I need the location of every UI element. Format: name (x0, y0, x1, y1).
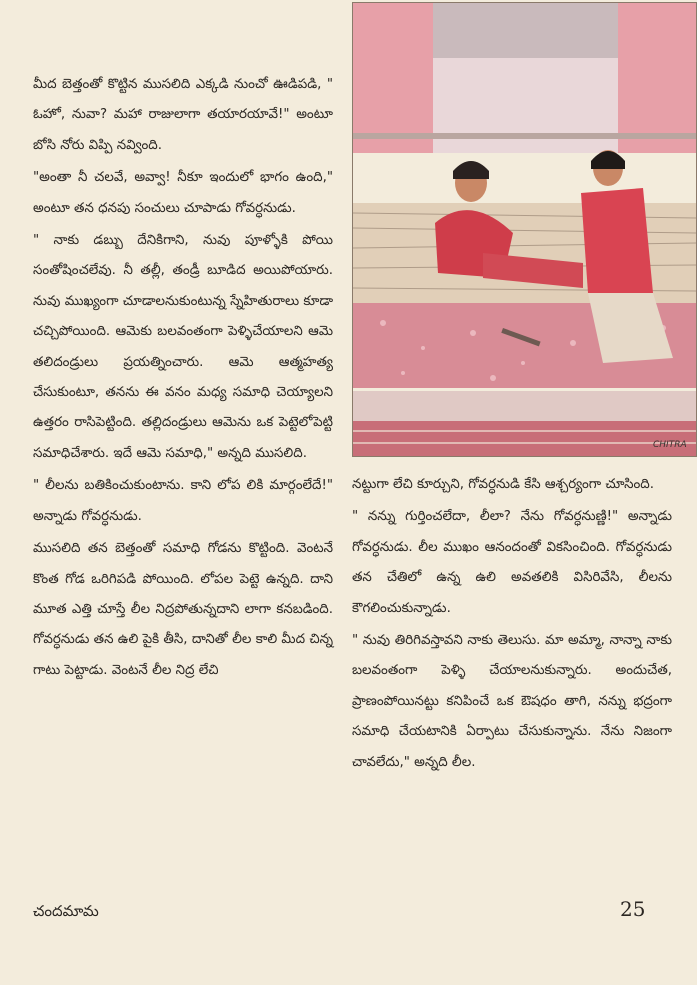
paragraph: " లీలను బతికించుకుంటాను. కాని లోప లికి మార్గంలేదే!" అన్నాడు గోవర్ధనుడు. (33, 478, 333, 524)
paragraph: " నాకు డబ్బు దేనికిగాని, నువు పూళ్ళోకి పోయి సంతోషించలేవు. నీ తల్లీ, తండ్రీ బూడిద అయిపోయారు. నువు ముఖ్యంగా చూడాలనుకుంటున్న స్నేహితురాలు కూడా చచ్చిపోయింది. ఆమెకు బలవంతంగా పెళ్ళిచేయాలని ఆమె తలిదండ్రులు ప్రయత్నించారు. ఆమె ఆత్మహత్య చేసుకుంటూ, తనను ఈ వనం మధ్య సమాధి చెయ్యాలని ఉత్తరం రాసిపెట్టింది. తల్లిదండ్రులు ఆమెను ఒక పెట్టెలోపెట్టి సమాధిచేశారు. ఇదే ఆమె సమాధి," అన్నది ముసలిది. (33, 233, 333, 461)
right-text-column (352, 470, 672, 780)
artist-signature: CHITRA (653, 440, 687, 450)
page-number: 25 (620, 897, 646, 921)
paragraph: ముసలిది తన బెత్తంతో సమాధి గోడను కొట్టింది. వెంటనే కొంత గోడ ఒరిగిపడి పోయింది. లోపల పెట్టె ఉన్నది. దాని మూత ఎత్తి చూస్తే లీల నిద్రపోతున్నదాని లాగా కనబడింది. గోవర్ధనుడు తన ఉలి పైకి తీసి, దానితో లీల కాలి మీద చిన్న గాటు పెట్టాడు. వెంటనే లీల నిద్ర లేచి (33, 541, 333, 678)
paragraph: "అంతా నీ చలవే, అవ్వా! నీకూ ఇందులో భాగం ఉంది," అంటూ తన ధనపు సంచులు చూపాడు గోవర్ధనుడు. (33, 170, 333, 216)
paragraph: మీద బెత్తంతో కొట్టిన ముసలిది ఎక్కడి నుంచో ఊడిపడి, " ఓహో, నువా? మహా రాజులాగా తయారయావే!" అంటూ బోసి నోరు విప్పి నవ్వింది. (33, 77, 333, 153)
magazine-title: చందమామ (33, 902, 99, 920)
paragraph: నట్టుగా లేచి కూర్చుని, గోవర్ధనుడి కేసి ఆశ్చర్యంగా చూసింది. (352, 477, 654, 492)
left-text-column (33, 70, 333, 688)
story-illustration (352, 2, 697, 457)
paragraph: " నువు తిరిగివస్తావని నాకు తెలుసు. మా అమ్మా, నాన్నా నాకు బలవంతంగా పెళ్ళి చేయాలనుకున్నారు. అందుచేత, ప్రాణంపోయినట్టు కనిపించే ఒక ఔషధం తాగి, నన్ను భద్రంగా సమాధి చేయటానికి ఏర్పాటు చేసుకున్నాను. నేను నిజంగా చావలేదు," అన్నది లీల. (352, 633, 672, 770)
paragraph: " నన్ను గుర్తించలేదా, లీలా? నేను గోవర్ధనుణ్ణి!" అన్నాడు గోవర్ధనుడు. లీల ముఖం ఆనందంతో వికసించింది. గోవర్ధనుడు తన చేతిలో ఉన్న ఉలి అవతలికి విసిరివేసి, లీలను కౌగలించుకున్నాడు. (352, 509, 672, 616)
